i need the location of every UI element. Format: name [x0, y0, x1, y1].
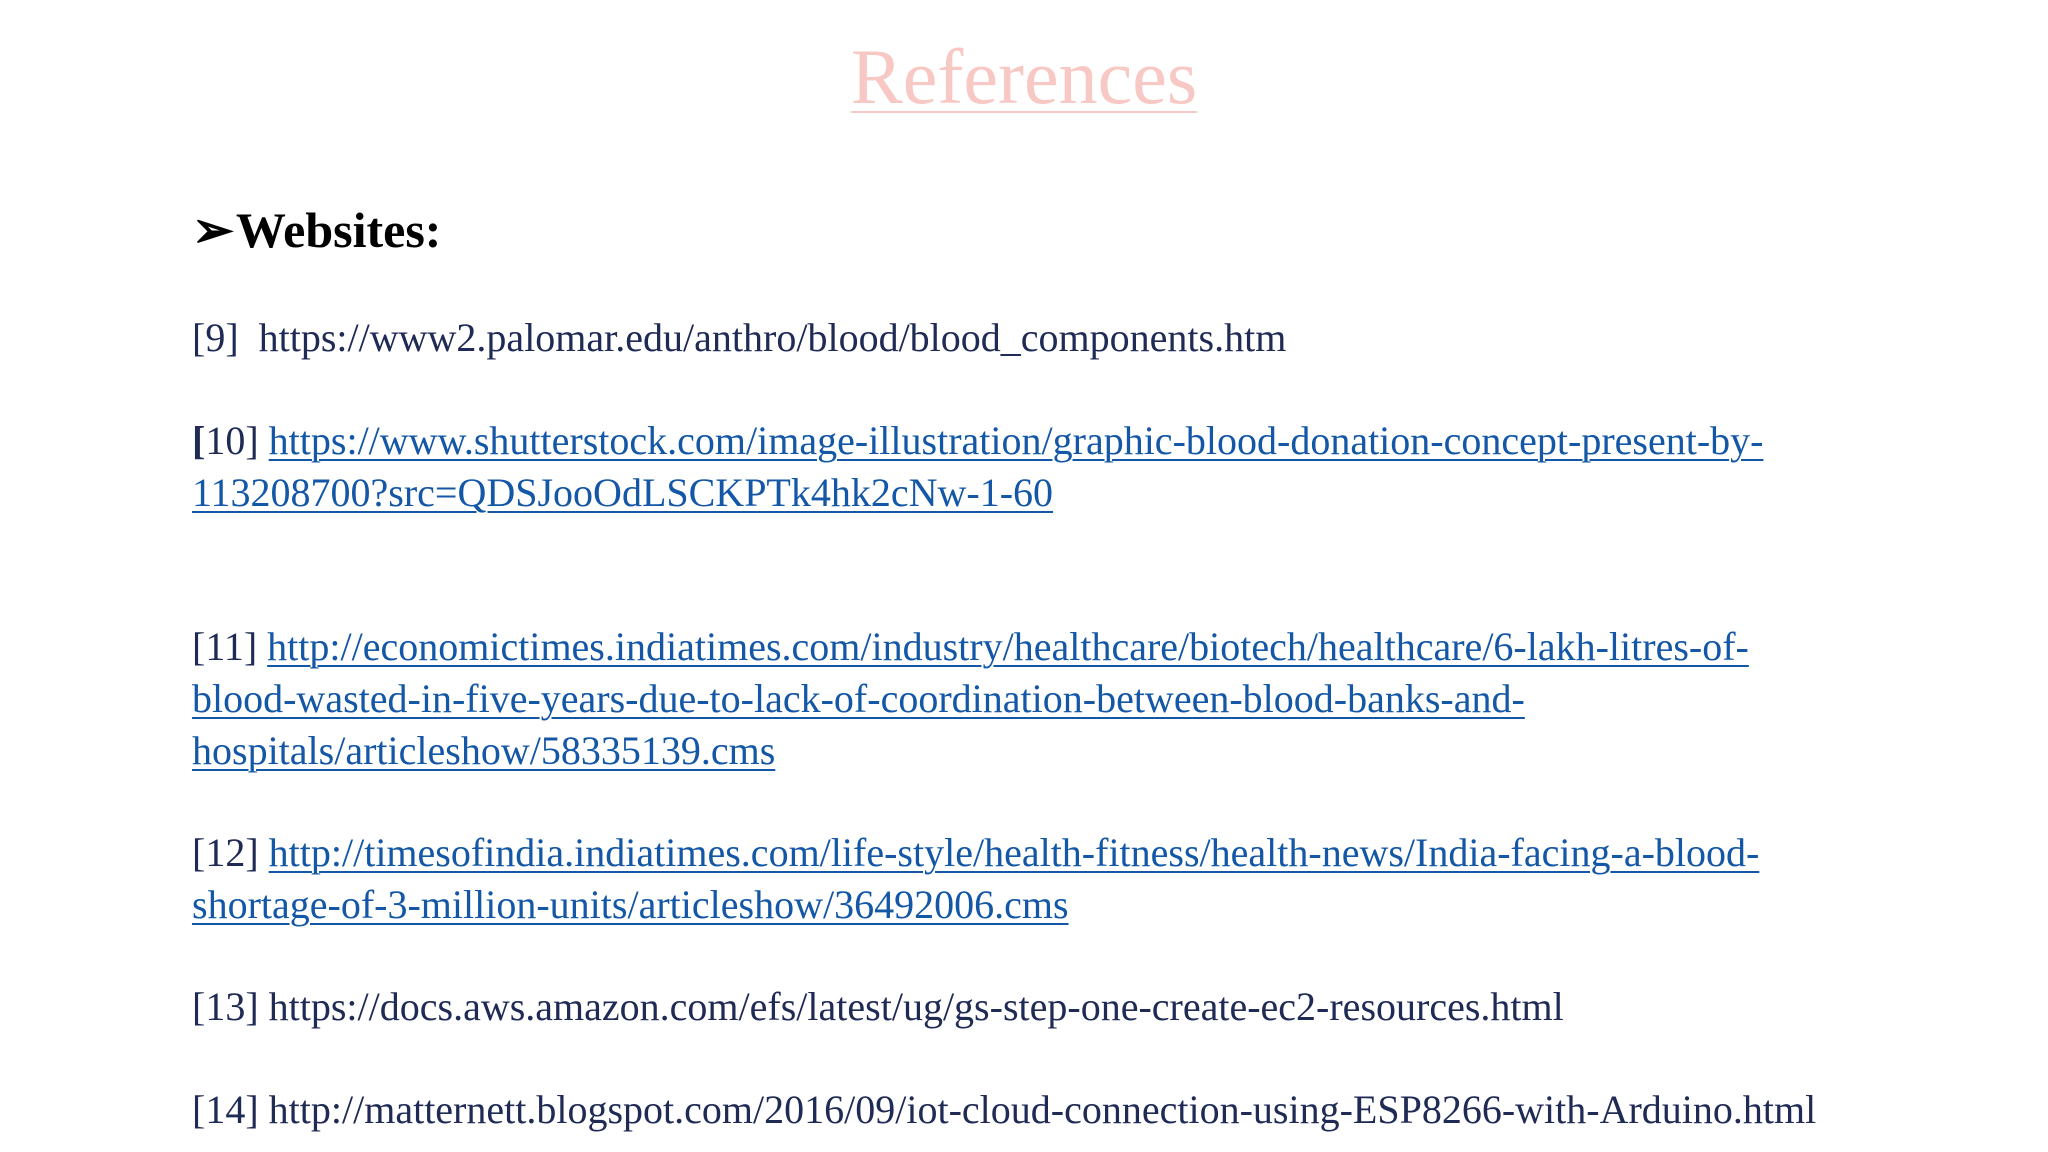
reference-10-link[interactable] — [192, 418, 1763, 515]
reference-9-url: https://www2.palomar.edu/anthro/blood/blood_components.htm — [258, 315, 1287, 360]
reference-9 — [192, 312, 1992, 364]
reference-9-number: [9] — [192, 315, 239, 360]
slide-title-text: References — [850, 33, 1198, 120]
reference-11 — [192, 621, 1992, 777]
reference-12-link-line2: shortage-of-3-million-units/articleshow/36492006.cms — [192, 882, 1069, 927]
reference-10-link-line1: https://www.shutterstock.com/image-illustration/graphic-blood-donation-concept-present-by- — [268, 418, 1764, 463]
section-heading-label: Websites: — [235, 202, 442, 258]
slide-title — [0, 30, 2048, 124]
reference-11-link-line3: hospitals/articleshow/58335139.cms — [192, 728, 776, 773]
reference-13-url: https://docs.aws.amazon.com/efs/latest/ug/gs-step-one-create-ec2-resources.html — [268, 984, 1564, 1029]
arrow-bullet-icon: ➢ — [192, 202, 234, 258]
reference-14 — [192, 1084, 1992, 1136]
reference-10 — [192, 415, 1992, 519]
reference-11-link[interactable] — [192, 624, 1749, 773]
reference-13 — [192, 981, 1992, 1033]
reference-14-url: http://matternett.blogspot.com/2016/09/iot-cloud-connection-using-ESP8266-with-Arduino.html — [268, 1087, 1817, 1132]
section-heading — [192, 200, 441, 260]
reference-12-link[interactable] — [192, 830, 1759, 927]
reference-12-number: [12] — [192, 830, 259, 875]
reference-13-number: [13] — [192, 984, 259, 1029]
reference-11-link-line2: blood-wasted-in-five-years-due-to-lack-of-coordination-between-blood-banks-and- — [192, 676, 1525, 721]
reference-10-number — [192, 418, 259, 463]
reference-11-link-line1: http://economictimes.indiatimes.com/industry/healthcare/biotech/healthcare/6-lakh-litres-of- — [267, 624, 1749, 669]
reference-10-number-rest: 10] — [205, 418, 259, 463]
reference-14-number: [14] — [192, 1087, 259, 1132]
reference-10-bracket: [ — [192, 418, 206, 463]
reference-12 — [192, 827, 1992, 931]
reference-10-link-line2: 113208700?src=QDSJooOdLSCKPTk4hk2cNw-1-60 — [192, 470, 1054, 515]
reference-12-link-line1: http://timesofindia.indiatimes.com/life-style/health-fitness/health-news/India-facing-a-blood- — [268, 830, 1760, 875]
reference-11-number: [11] — [192, 624, 258, 669]
